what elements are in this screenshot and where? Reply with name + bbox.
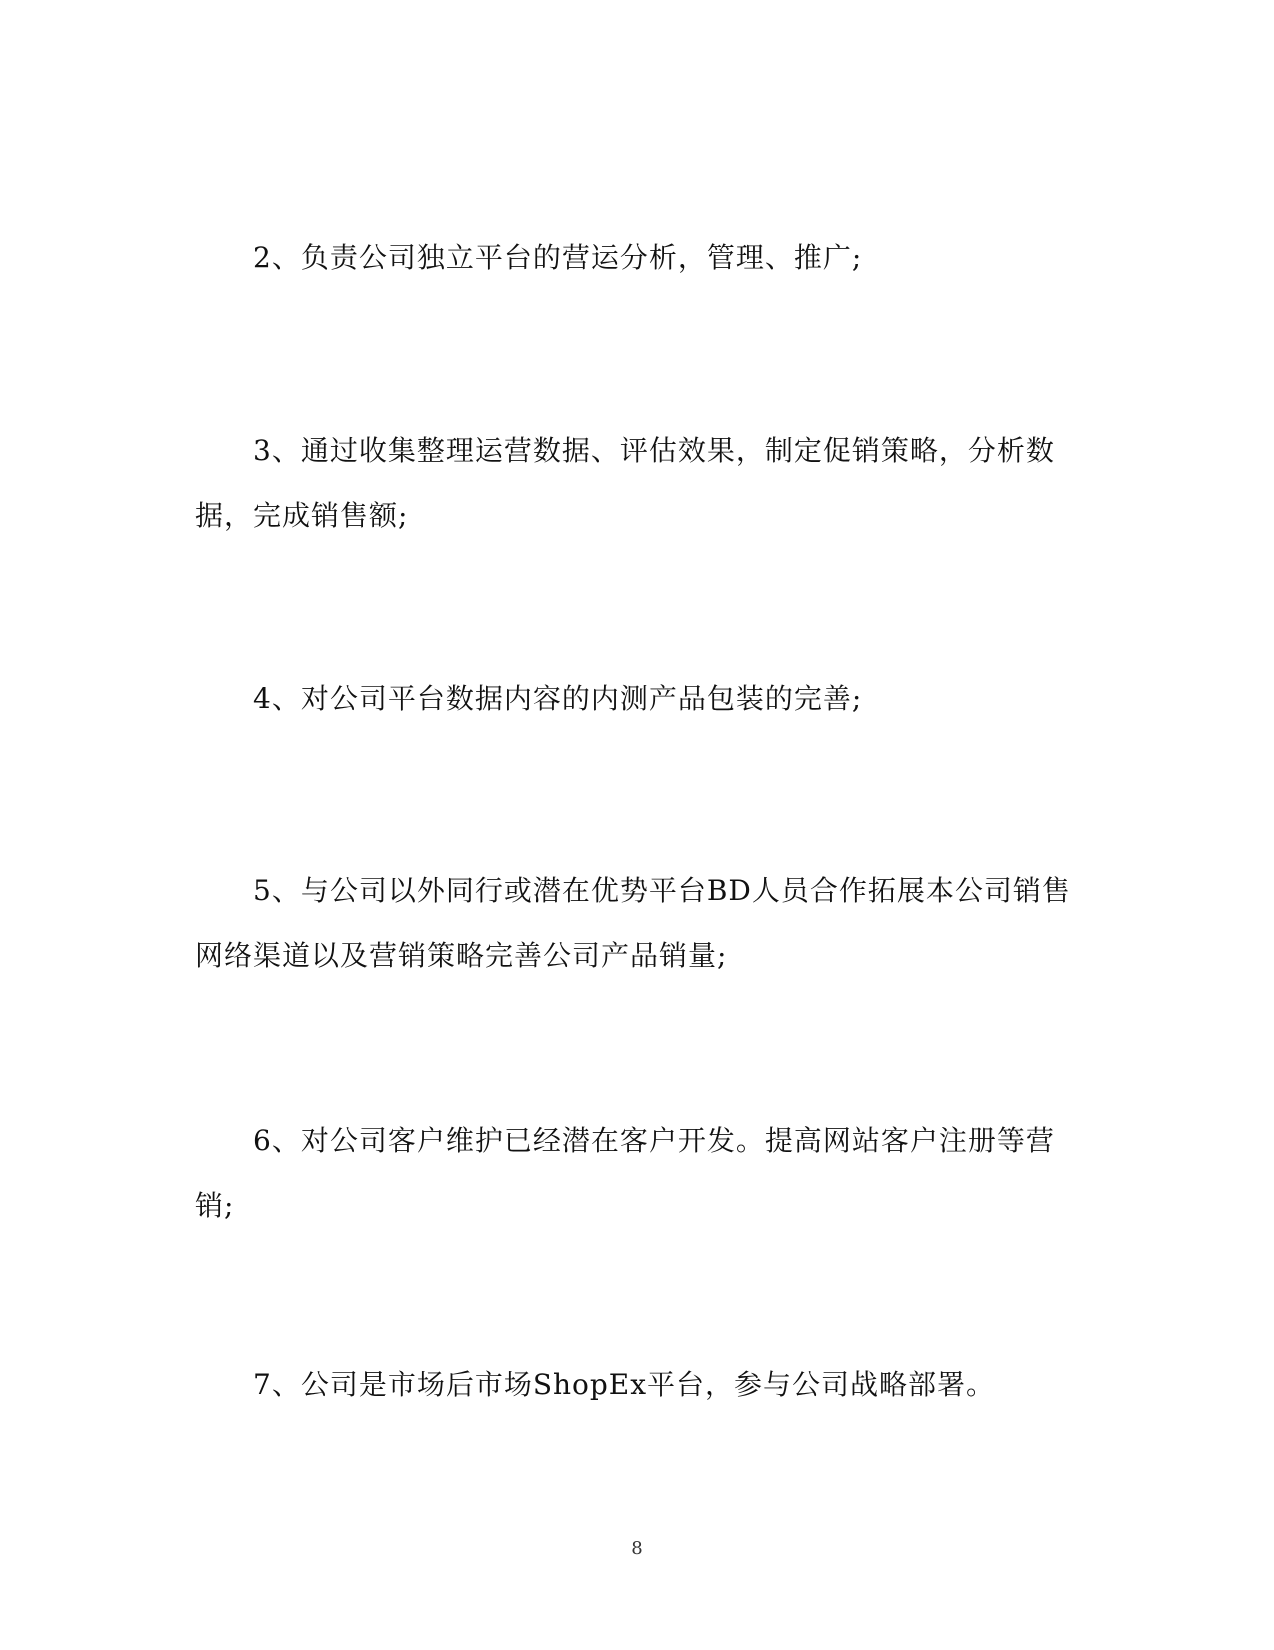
page-number: 8 <box>631 1538 643 1559</box>
list-item <box>195 858 1075 988</box>
paragraph-line: 6、对公司客户维护已经潜在客户开发。提高网站客户注册等营 <box>253 1124 1055 1157</box>
paragraph-line: 4、对公司平台数据内容的内测产品包装的完善; <box>253 682 863 715</box>
paragraph-line: 2、负责公司独立平台的营运分析，管理、推广; <box>253 241 863 274</box>
list-item <box>195 1108 1075 1238</box>
paragraph-line: 3、通过收集整理运营数据、评估效果，制定促销策略，分析数 <box>253 434 1055 467</box>
list-item <box>195 666 1075 731</box>
paragraph-line: 5、与公司以外同行或潜在优势平台BD人员合作拓展本公司销售 <box>253 874 1071 907</box>
paragraph-line: 销; <box>195 1189 235 1222</box>
paragraph-line: 据，完成销售额; <box>195 499 409 532</box>
list-item <box>195 418 1075 548</box>
paragraph-line: 网络渠道以及营销策略完善公司产品销量; <box>195 939 728 972</box>
paragraph-line: 7、公司是市场后市场ShopEx平台，参与公司战略部署。 <box>253 1368 996 1401</box>
list-item <box>195 1352 1075 1417</box>
list-item <box>195 225 1075 290</box>
